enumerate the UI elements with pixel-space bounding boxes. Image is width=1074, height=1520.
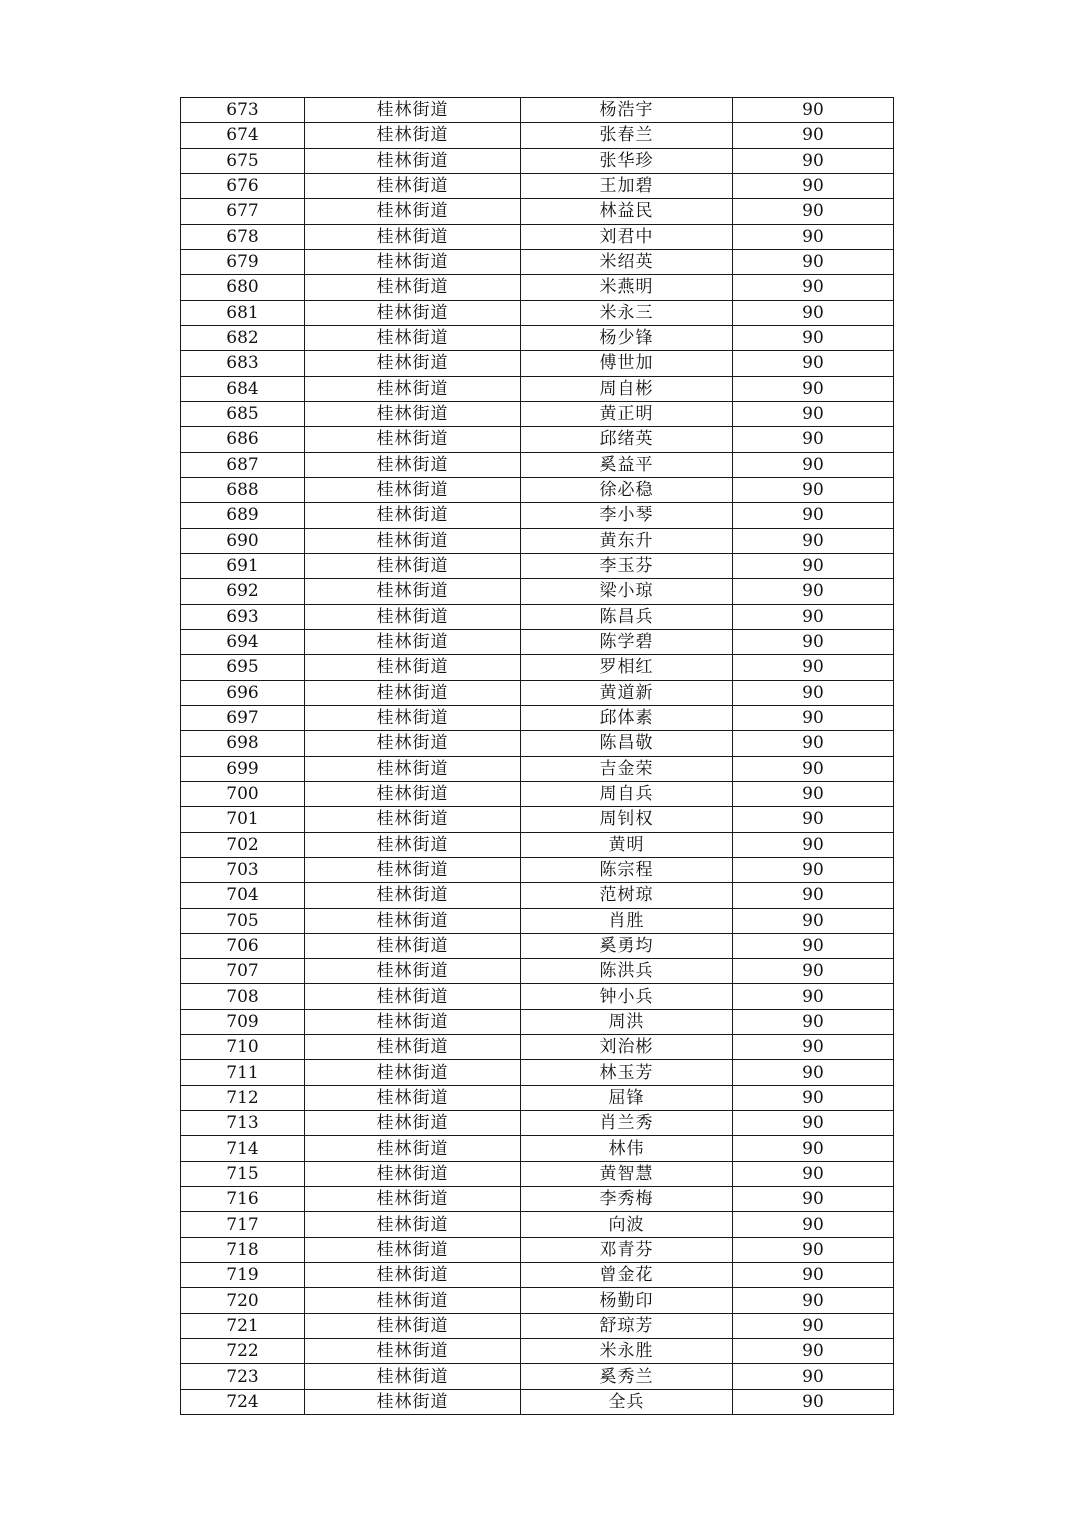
name-cell: 黄智慧 [521, 1161, 733, 1186]
street-cell: 桂林街道 [305, 1237, 521, 1262]
row-number-cell: 695 [181, 655, 305, 680]
table-row [181, 98, 894, 123]
name-cell: 曾金花 [521, 1263, 733, 1288]
street-cell: 桂林街道 [305, 249, 521, 274]
name-cell: 陈昌兵 [521, 604, 733, 629]
score-cell: 90 [733, 173, 894, 198]
name-cell: 米永三 [521, 300, 733, 325]
table-row [181, 1136, 894, 1161]
street-cell: 桂林街道 [305, 807, 521, 832]
street-cell: 桂林街道 [305, 857, 521, 882]
name-cell: 周洪 [521, 1009, 733, 1034]
row-number-cell: 720 [181, 1288, 305, 1313]
row-number-cell: 694 [181, 629, 305, 654]
score-cell: 90 [733, 832, 894, 857]
table-row [181, 1288, 894, 1313]
score-cell: 90 [733, 579, 894, 604]
name-cell: 李玉芬 [521, 553, 733, 578]
street-cell: 桂林街道 [305, 579, 521, 604]
row-number-cell: 698 [181, 731, 305, 756]
score-cell: 90 [733, 325, 894, 350]
street-cell: 桂林街道 [305, 98, 521, 123]
street-cell: 桂林街道 [305, 325, 521, 350]
row-number-cell: 678 [181, 224, 305, 249]
table-row [181, 1060, 894, 1085]
name-cell: 肖胜 [521, 908, 733, 933]
row-number-cell: 679 [181, 249, 305, 274]
street-cell: 桂林街道 [305, 1187, 521, 1212]
name-cell: 刘君中 [521, 224, 733, 249]
street-cell: 桂林街道 [305, 123, 521, 148]
score-cell: 90 [733, 553, 894, 578]
name-cell: 邓青芬 [521, 1237, 733, 1262]
table-row [181, 832, 894, 857]
table-row [181, 579, 894, 604]
name-cell: 吉金荣 [521, 756, 733, 781]
row-number-cell: 723 [181, 1364, 305, 1389]
table-row [181, 477, 894, 502]
score-cell: 90 [733, 98, 894, 123]
row-number-cell: 690 [181, 528, 305, 553]
table-row [181, 1212, 894, 1237]
table-row [181, 300, 894, 325]
street-cell: 桂林街道 [305, 1313, 521, 1338]
row-number-cell: 675 [181, 148, 305, 173]
score-cell: 90 [733, 1237, 894, 1262]
name-cell: 奚益平 [521, 452, 733, 477]
table-row [181, 731, 894, 756]
name-cell: 陈宗程 [521, 857, 733, 882]
street-cell: 桂林街道 [305, 1085, 521, 1110]
table-row [181, 123, 894, 148]
score-cell: 90 [733, 756, 894, 781]
score-cell: 90 [733, 604, 894, 629]
score-cell: 90 [733, 1085, 894, 1110]
row-number-cell: 722 [181, 1339, 305, 1364]
row-number-cell: 717 [181, 1212, 305, 1237]
street-cell: 桂林街道 [305, 427, 521, 452]
name-cell: 陈洪兵 [521, 959, 733, 984]
street-cell: 桂林街道 [305, 883, 521, 908]
score-cell: 90 [733, 401, 894, 426]
name-cell: 米永胜 [521, 1339, 733, 1364]
name-cell: 罗相红 [521, 655, 733, 680]
score-cell: 90 [733, 1009, 894, 1034]
row-number-cell: 715 [181, 1161, 305, 1186]
street-cell: 桂林街道 [305, 1339, 521, 1364]
name-cell: 周自彬 [521, 376, 733, 401]
score-cell: 90 [733, 629, 894, 654]
table-row [181, 173, 894, 198]
street-cell: 桂林街道 [305, 1263, 521, 1288]
name-cell: 张华珍 [521, 148, 733, 173]
name-cell: 傅世加 [521, 351, 733, 376]
name-cell: 黄道新 [521, 680, 733, 705]
table-row [181, 604, 894, 629]
table-row [181, 1339, 894, 1364]
table-row [181, 984, 894, 1009]
name-cell: 全兵 [521, 1389, 733, 1414]
row-number-cell: 699 [181, 756, 305, 781]
row-number-cell: 719 [181, 1263, 305, 1288]
score-cell: 90 [733, 1161, 894, 1186]
street-cell: 桂林街道 [305, 300, 521, 325]
street-cell: 桂林街道 [305, 655, 521, 680]
row-number-cell: 683 [181, 351, 305, 376]
name-cell: 周自兵 [521, 781, 733, 806]
row-number-cell: 701 [181, 807, 305, 832]
name-cell: 舒琼芳 [521, 1313, 733, 1338]
table-row [181, 148, 894, 173]
row-number-cell: 680 [181, 275, 305, 300]
score-cell: 90 [733, 1035, 894, 1060]
score-cell: 90 [733, 908, 894, 933]
row-number-cell: 710 [181, 1035, 305, 1060]
row-number-cell: 691 [181, 553, 305, 578]
score-cell: 90 [733, 275, 894, 300]
row-number-cell: 724 [181, 1389, 305, 1414]
table-row [181, 376, 894, 401]
score-cell: 90 [733, 351, 894, 376]
name-cell: 邱绪英 [521, 427, 733, 452]
row-number-cell: 692 [181, 579, 305, 604]
row-number-cell: 707 [181, 959, 305, 984]
score-cell: 90 [733, 1364, 894, 1389]
score-cell: 90 [733, 959, 894, 984]
street-cell: 桂林街道 [305, 199, 521, 224]
row-number-cell: 713 [181, 1111, 305, 1136]
table-row [181, 1009, 894, 1034]
street-cell: 桂林街道 [305, 148, 521, 173]
street-cell: 桂林街道 [305, 984, 521, 1009]
name-cell: 米绍英 [521, 249, 733, 274]
score-cell: 90 [733, 528, 894, 553]
row-number-cell: 714 [181, 1136, 305, 1161]
street-cell: 桂林街道 [305, 959, 521, 984]
name-cell: 米燕明 [521, 275, 733, 300]
score-cell: 90 [733, 1313, 894, 1338]
table-row [181, 1035, 894, 1060]
name-cell: 黄正明 [521, 401, 733, 426]
table-row [181, 1111, 894, 1136]
table-row [181, 199, 894, 224]
table-row [181, 1389, 894, 1414]
name-cell: 杨勤印 [521, 1288, 733, 1313]
row-number-cell: 716 [181, 1187, 305, 1212]
score-cell: 90 [733, 705, 894, 730]
row-number-cell: 708 [181, 984, 305, 1009]
score-cell: 90 [733, 376, 894, 401]
score-cell: 90 [733, 1136, 894, 1161]
street-cell: 桂林街道 [305, 452, 521, 477]
street-cell: 桂林街道 [305, 1288, 521, 1313]
table-row [181, 1187, 894, 1212]
street-cell: 桂林街道 [305, 1212, 521, 1237]
name-cell: 张春兰 [521, 123, 733, 148]
name-cell: 黄东升 [521, 528, 733, 553]
score-cell: 90 [733, 680, 894, 705]
row-number-cell: 709 [181, 1009, 305, 1034]
street-cell: 桂林街道 [305, 908, 521, 933]
score-cell: 90 [733, 427, 894, 452]
table-row [181, 933, 894, 958]
table-row [181, 1364, 894, 1389]
name-cell: 李秀梅 [521, 1187, 733, 1212]
score-cell: 90 [733, 731, 894, 756]
row-number-cell: 673 [181, 98, 305, 123]
name-cell: 林玉芳 [521, 1060, 733, 1085]
score-cell: 90 [733, 148, 894, 173]
row-number-cell: 676 [181, 173, 305, 198]
name-cell: 徐必稳 [521, 477, 733, 502]
row-number-cell: 686 [181, 427, 305, 452]
name-cell: 王加碧 [521, 173, 733, 198]
table-row [181, 427, 894, 452]
score-cell: 90 [733, 452, 894, 477]
name-cell: 林益民 [521, 199, 733, 224]
name-cell: 李小琴 [521, 503, 733, 528]
street-cell: 桂林街道 [305, 1389, 521, 1414]
table-row [181, 1263, 894, 1288]
row-number-cell: 711 [181, 1060, 305, 1085]
score-cell: 90 [733, 1263, 894, 1288]
name-cell: 向波 [521, 1212, 733, 1237]
street-cell: 桂林街道 [305, 376, 521, 401]
score-cell: 90 [733, 1339, 894, 1364]
name-cell: 钟小兵 [521, 984, 733, 1009]
street-cell: 桂林街道 [305, 731, 521, 756]
score-cell: 90 [733, 857, 894, 882]
name-cell: 肖兰秀 [521, 1111, 733, 1136]
score-cell: 90 [733, 781, 894, 806]
row-number-cell: 705 [181, 908, 305, 933]
score-cell: 90 [733, 883, 894, 908]
table-row [181, 1237, 894, 1262]
row-number-cell: 704 [181, 883, 305, 908]
name-cell: 杨浩宇 [521, 98, 733, 123]
score-cell: 90 [733, 933, 894, 958]
table-row [181, 452, 894, 477]
score-cell: 90 [733, 1212, 894, 1237]
row-number-cell: 674 [181, 123, 305, 148]
street-cell: 桂林街道 [305, 604, 521, 629]
name-cell: 陈昌敬 [521, 731, 733, 756]
row-number-cell: 696 [181, 680, 305, 705]
table-row [181, 224, 894, 249]
table-row [181, 781, 894, 806]
street-cell: 桂林街道 [305, 1035, 521, 1060]
row-number-cell: 697 [181, 705, 305, 730]
row-number-cell: 721 [181, 1313, 305, 1338]
row-number-cell: 682 [181, 325, 305, 350]
table-row [181, 528, 894, 553]
name-cell: 陈学碧 [521, 629, 733, 654]
name-cell: 范树琼 [521, 883, 733, 908]
row-number-cell: 702 [181, 832, 305, 857]
score-cell: 90 [733, 1288, 894, 1313]
name-cell: 奚勇均 [521, 933, 733, 958]
table-row [181, 705, 894, 730]
row-number-cell: 693 [181, 604, 305, 629]
table-row [181, 553, 894, 578]
score-cell: 90 [733, 1187, 894, 1212]
street-cell: 桂林街道 [305, 401, 521, 426]
street-cell: 桂林街道 [305, 1364, 521, 1389]
score-cell: 90 [733, 984, 894, 1009]
beneficiary-table [180, 97, 894, 1415]
table-row [181, 959, 894, 984]
name-cell: 林伟 [521, 1136, 733, 1161]
street-cell: 桂林街道 [305, 705, 521, 730]
score-cell: 90 [733, 300, 894, 325]
score-cell: 90 [733, 1111, 894, 1136]
name-cell: 杨少锋 [521, 325, 733, 350]
table-row [181, 275, 894, 300]
name-cell: 刘治彬 [521, 1035, 733, 1060]
street-cell: 桂林街道 [305, 933, 521, 958]
table-row [181, 249, 894, 274]
table-row [181, 680, 894, 705]
name-cell: 邱体素 [521, 705, 733, 730]
row-number-cell: 718 [181, 1237, 305, 1262]
name-cell: 奚秀兰 [521, 1364, 733, 1389]
street-cell: 桂林街道 [305, 1009, 521, 1034]
name-cell: 黄明 [521, 832, 733, 857]
row-number-cell: 712 [181, 1085, 305, 1110]
street-cell: 桂林街道 [305, 781, 521, 806]
street-cell: 桂林街道 [305, 275, 521, 300]
street-cell: 桂林街道 [305, 680, 521, 705]
table-row [181, 629, 894, 654]
street-cell: 桂林街道 [305, 1136, 521, 1161]
row-number-cell: 681 [181, 300, 305, 325]
street-cell: 桂林街道 [305, 832, 521, 857]
score-cell: 90 [733, 199, 894, 224]
score-cell: 90 [733, 249, 894, 274]
street-cell: 桂林街道 [305, 503, 521, 528]
street-cell: 桂林街道 [305, 1060, 521, 1085]
table-row [181, 401, 894, 426]
street-cell: 桂林街道 [305, 629, 521, 654]
score-cell: 90 [733, 807, 894, 832]
score-cell: 90 [733, 655, 894, 680]
score-cell: 90 [733, 477, 894, 502]
table-row [181, 503, 894, 528]
table-row [181, 756, 894, 781]
row-number-cell: 677 [181, 199, 305, 224]
score-cell: 90 [733, 503, 894, 528]
row-number-cell: 706 [181, 933, 305, 958]
score-cell: 90 [733, 224, 894, 249]
score-cell: 90 [733, 1389, 894, 1414]
name-cell: 梁小琼 [521, 579, 733, 604]
row-number-cell: 687 [181, 452, 305, 477]
table-row [181, 325, 894, 350]
street-cell: 桂林街道 [305, 1161, 521, 1186]
street-cell: 桂林街道 [305, 553, 521, 578]
table-row [181, 1313, 894, 1338]
table-row [181, 908, 894, 933]
street-cell: 桂林街道 [305, 351, 521, 376]
name-cell: 屈锋 [521, 1085, 733, 1110]
street-cell: 桂林街道 [305, 1111, 521, 1136]
table-row [181, 883, 894, 908]
name-cell: 周钊权 [521, 807, 733, 832]
table-row [181, 351, 894, 376]
row-number-cell: 684 [181, 376, 305, 401]
table-row [181, 857, 894, 882]
street-cell: 桂林街道 [305, 477, 521, 502]
table-row [181, 807, 894, 832]
street-cell: 桂林街道 [305, 173, 521, 198]
table-row [181, 655, 894, 680]
street-cell: 桂林街道 [305, 528, 521, 553]
row-number-cell: 689 [181, 503, 305, 528]
row-number-cell: 688 [181, 477, 305, 502]
score-cell: 90 [733, 1060, 894, 1085]
row-number-cell: 703 [181, 857, 305, 882]
row-number-cell: 685 [181, 401, 305, 426]
table-row [181, 1161, 894, 1186]
street-cell: 桂林街道 [305, 224, 521, 249]
table-body [181, 98, 894, 1415]
street-cell: 桂林街道 [305, 756, 521, 781]
score-cell: 90 [733, 123, 894, 148]
table-row [181, 1085, 894, 1110]
row-number-cell: 700 [181, 781, 305, 806]
